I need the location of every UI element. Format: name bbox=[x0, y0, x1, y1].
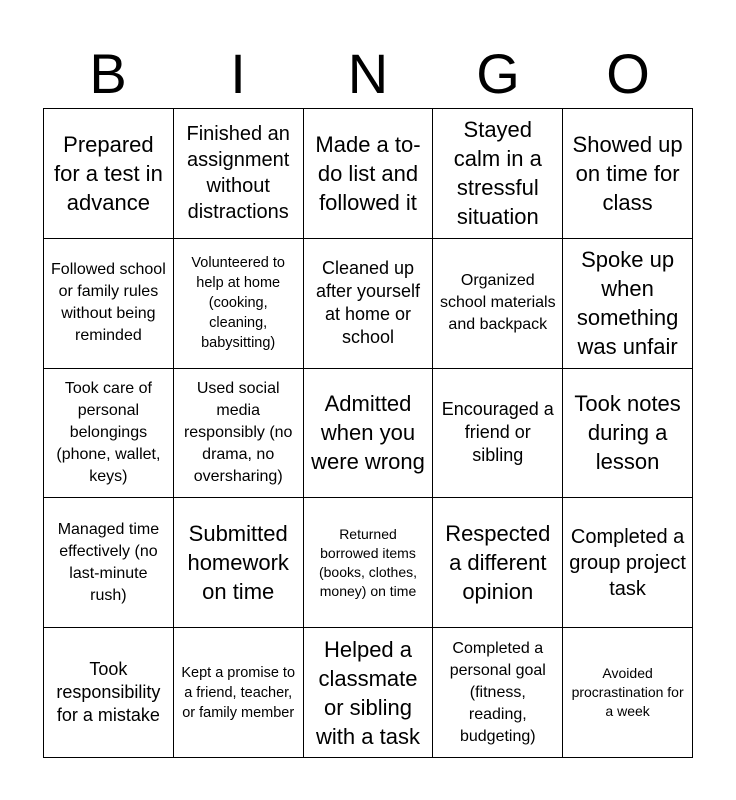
header-letter-n: N bbox=[347, 42, 389, 105]
bingo-header bbox=[43, 40, 693, 108]
bingo-cell[interactable] bbox=[44, 498, 174, 628]
bingo-cell-text: Took care of personal belongings (phone, wallet, keys) bbox=[56, 379, 161, 485]
bingo-cell-text: Volunteered to help at home (cooking, cleaning, babysitting) bbox=[191, 255, 285, 352]
bingo-cell-text: Prepared for a test in advance bbox=[53, 131, 163, 215]
bingo-cell-text: Admitted when you were wrong bbox=[311, 391, 425, 475]
bingo-cell[interactable] bbox=[44, 369, 174, 499]
bingo-cell[interactable] bbox=[304, 498, 434, 628]
bingo-cell[interactable] bbox=[304, 109, 434, 239]
bingo-cell-text: Helped a classmate or sibling with a task bbox=[316, 636, 420, 749]
bingo-cell[interactable] bbox=[304, 369, 434, 499]
bingo-cell-text: Respected a different opinion bbox=[445, 521, 551, 605]
bingo-cell-text: Completed a personal goal (fitness, reading, budgeting) bbox=[449, 639, 546, 745]
bingo-cell-text: Took responsibility for a mistake bbox=[56, 659, 161, 726]
bingo-cell-text: Made a to-do list and followed it bbox=[315, 131, 421, 215]
bingo-cell[interactable] bbox=[174, 369, 304, 499]
bingo-cell-text: Completed a group project task bbox=[569, 525, 686, 600]
header-letter-b: B bbox=[89, 42, 127, 105]
bingo-cell-text: Kept a promise to a friend, teacher, or family member bbox=[181, 664, 296, 721]
bingo-cell[interactable] bbox=[433, 369, 563, 499]
bingo-cell-text: Finished an assignment without distractions bbox=[186, 123, 290, 224]
bingo-card-grid bbox=[43, 108, 693, 758]
bingo-cell[interactable] bbox=[304, 628, 434, 758]
bingo-cell-text: Took notes during a lesson bbox=[574, 391, 681, 475]
bingo-cell[interactable] bbox=[563, 109, 693, 239]
bingo-cell-text: Submitted homework on time bbox=[187, 521, 289, 605]
bingo-cell-text: Cleaned up after yourself at home or school bbox=[315, 258, 421, 348]
bingo-cell[interactable] bbox=[174, 239, 304, 369]
bingo-cell-text: Encouraged a friend or sibling bbox=[441, 399, 554, 466]
bingo-cell[interactable] bbox=[174, 498, 304, 628]
bingo-cell[interactable] bbox=[433, 239, 563, 369]
bingo-cell[interactable] bbox=[44, 628, 174, 758]
bingo-cell[interactable] bbox=[433, 628, 563, 758]
bingo-cell[interactable] bbox=[174, 628, 304, 758]
header-letter-i: I bbox=[230, 42, 246, 105]
bingo-cell-text: Organized school materials and backpack bbox=[439, 272, 556, 334]
bingo-cell-text: Showed up on time for class bbox=[572, 131, 683, 215]
bingo-cell-text: Avoided procrastination for a week bbox=[571, 665, 684, 720]
bingo-cell[interactable] bbox=[563, 239, 693, 369]
bingo-cell[interactable] bbox=[174, 109, 304, 239]
header-letter-g: G bbox=[476, 42, 520, 105]
bingo-cell[interactable] bbox=[563, 369, 693, 499]
bingo-cell[interactable] bbox=[433, 498, 563, 628]
bingo-cell[interactable] bbox=[563, 498, 693, 628]
bingo-cell-text: Returned borrowed items (books, clothes, money) on time bbox=[318, 525, 418, 599]
bingo-cell-text: Stayed calm in a stressful situation bbox=[453, 117, 542, 230]
bingo-cell[interactable] bbox=[304, 239, 434, 369]
header-letter-o: O bbox=[606, 42, 650, 105]
bingo-cell[interactable] bbox=[44, 239, 174, 369]
bingo-cell[interactable] bbox=[433, 109, 563, 239]
bingo-cell[interactable] bbox=[44, 109, 174, 239]
bingo-cell-text: Spoke up when something was unfair bbox=[576, 247, 679, 360]
bingo-cell-text: Managed time effectively (no last-minute rush) bbox=[57, 520, 160, 604]
bingo-cell-text: Used social media responsibly (no drama, no oversharing) bbox=[183, 379, 293, 485]
bingo-cell-text: Followed school or family rules without being reminded bbox=[51, 261, 166, 345]
bingo-cell[interactable] bbox=[563, 628, 693, 758]
